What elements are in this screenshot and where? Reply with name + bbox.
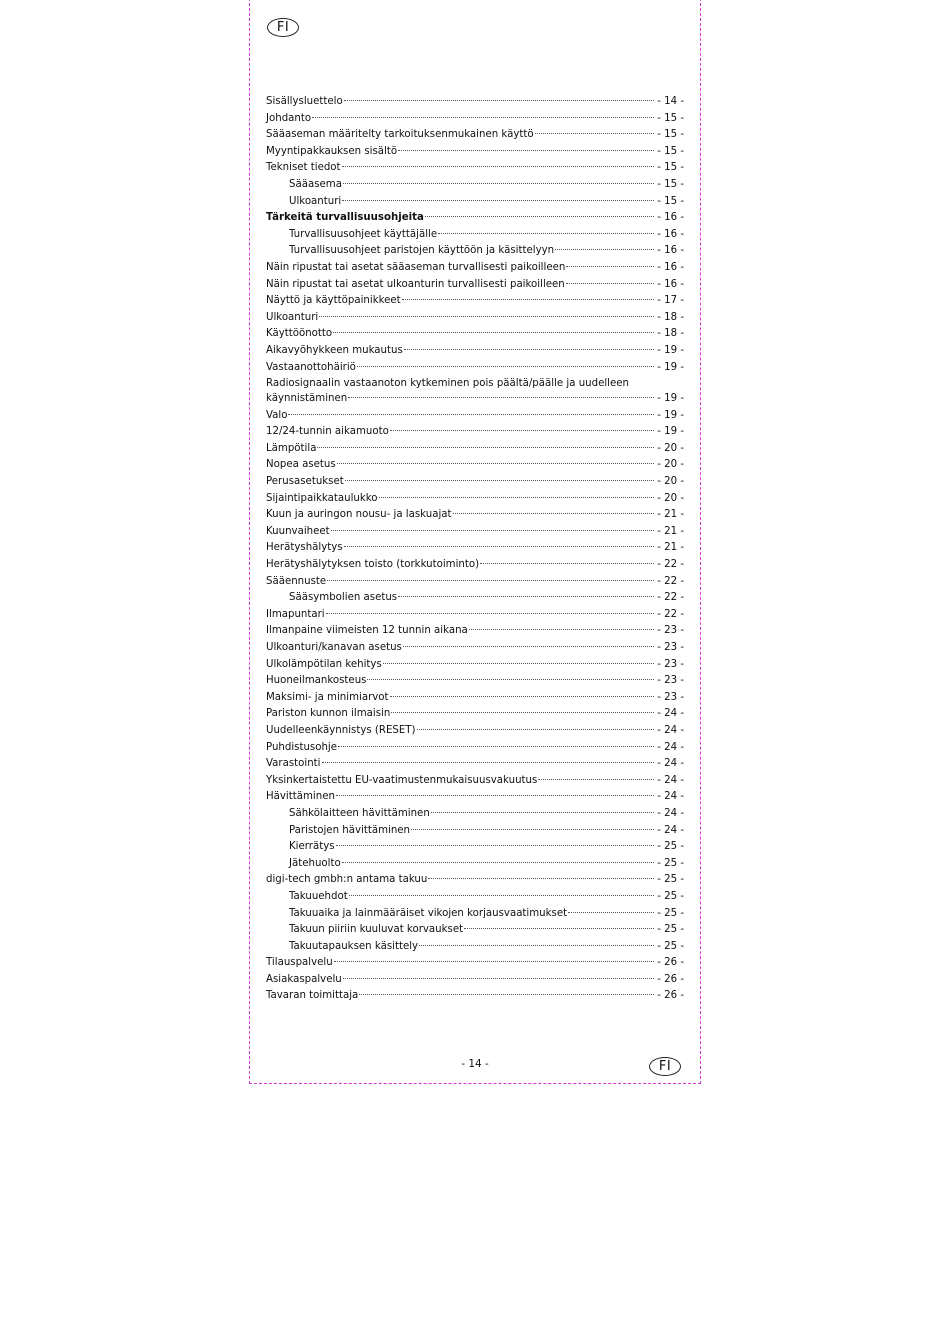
toc-entry-page: - 23 - <box>657 658 684 670</box>
toc-entry[interactable] <box>266 574 684 591</box>
language-badge-top: FI <box>267 18 299 37</box>
toc-entry[interactable] <box>266 690 684 707</box>
dot-leader <box>342 862 654 863</box>
toc-entry[interactable] <box>266 607 684 624</box>
toc-entry-title: Tekniset tiedot <box>266 162 341 174</box>
dot-leader <box>333 332 654 333</box>
toc-entry-page: - 24 - <box>657 741 684 753</box>
toc-entry[interactable] <box>266 872 684 889</box>
dot-leader <box>566 266 654 267</box>
toc-entry-title: Paristojen hävittäminen <box>289 824 411 836</box>
toc-entry-page: - 15 - <box>657 195 684 207</box>
toc-entry-page: - 22 - <box>657 575 684 587</box>
toc-entry[interactable] <box>266 922 684 939</box>
toc-entry-page: - 23 - <box>657 642 684 653</box>
toc-entry[interactable] <box>266 441 684 458</box>
dot-leader <box>288 414 654 415</box>
toc-entry[interactable] <box>266 657 684 674</box>
toc-entry-page: - 18 - <box>657 311 684 323</box>
dot-leader <box>327 580 654 581</box>
toc-entry-title: Radiosignaalin vastaanoton kytkeminen pois päältä/päälle ja uudelleen <box>266 378 629 390</box>
toc-entry[interactable] <box>266 939 684 956</box>
toc-entry-page: - 15 - <box>657 178 684 190</box>
toc-entry[interactable] <box>266 889 684 906</box>
table-of-contents <box>266 94 684 1005</box>
toc-entry-title: Ulkoanturi <box>289 195 342 207</box>
dot-leader <box>535 133 654 134</box>
dot-leader <box>419 945 654 946</box>
toc-entry-page: - 24 - <box>657 791 684 803</box>
dot-leader <box>469 629 654 630</box>
toc-entry-page: - 25 - <box>657 940 684 952</box>
toc-entry-title: Ulkoanturi/kanavan asetus <box>266 642 402 653</box>
toc-entry[interactable] <box>266 408 684 425</box>
toc-entry-title: Näin ripustat tai asetat sääaseman turvallisesti paikoilleen <box>266 261 566 273</box>
toc-entry-page: - 21 - <box>657 509 684 521</box>
toc-entry-page: - 19 - <box>657 426 684 438</box>
toc-entry-page: - 23 - <box>657 675 684 687</box>
toc-entry-page: - 20 - <box>657 442 684 454</box>
toc-entry[interactable] <box>266 524 684 541</box>
dot-leader <box>555 249 654 250</box>
toc-entry-title-continued: käynnistäminen <box>266 393 348 405</box>
toc-entry-page: - 24 - <box>657 807 684 819</box>
dot-leader <box>390 696 654 697</box>
dot-leader <box>343 978 654 979</box>
toc-entry-title: Myyntipakkauksen sisältö <box>266 145 398 157</box>
toc-entry-page: - 15 - <box>657 112 684 124</box>
toc-entry-page: - 20 - <box>657 459 684 471</box>
toc-entry-title: Ilmanpaine viimeisten 12 tunnin aikana <box>266 625 468 637</box>
toc-entry-title: Sääennuste <box>266 575 327 587</box>
toc-entry-title: Sisällysluettelo <box>266 96 343 107</box>
toc-entry[interactable] <box>266 623 684 640</box>
toc-entry-title: Asiakaspalvelu <box>266 973 342 985</box>
toc-entry-title: Varastointi <box>266 758 321 770</box>
toc-entry-page: - 20 - <box>657 492 684 504</box>
toc-entry-title: Pariston kunnon ilmaisin <box>266 708 391 720</box>
toc-entry[interactable] <box>266 210 684 227</box>
dot-leader <box>568 912 654 913</box>
dot-leader <box>438 233 654 234</box>
toc-entry-page: - 16 - <box>657 212 684 224</box>
language-badge-bottom: FI <box>649 1057 681 1076</box>
toc-entry[interactable] <box>266 507 684 524</box>
toc-entry-title: Takuuaika ja lainmääräiset vikojen korjausvaatimukset <box>289 907 568 919</box>
toc-entry-page: - 26 - <box>657 957 684 969</box>
dot-leader <box>342 200 654 201</box>
toc-entry-title: Sääaseman määritelty tarkoituksenmukainen käyttö <box>266 129 534 141</box>
toc-entry-title: Näyttö ja käyttöpainikkeet <box>266 295 401 307</box>
dot-leader <box>453 513 654 514</box>
toc-entry-title: Maksimi- ja minimiarvot <box>266 691 389 703</box>
dot-leader <box>357 366 654 367</box>
toc-entry[interactable] <box>266 194 684 211</box>
dot-leader <box>425 216 654 217</box>
toc-entry[interactable] <box>266 723 684 740</box>
toc-entry-title: Perusasetukset <box>266 476 344 488</box>
toc-entry-page: - 22 - <box>657 608 684 620</box>
dot-leader <box>431 812 654 813</box>
toc-entry[interactable] <box>266 160 684 177</box>
dot-leader <box>344 100 654 101</box>
toc-entry-page: - 24 - <box>657 708 684 720</box>
dot-leader <box>317 447 654 448</box>
toc-entry[interactable] <box>266 789 684 806</box>
toc-entry[interactable] <box>266 243 684 260</box>
toc-entry-page: - 15 - <box>657 129 684 141</box>
toc-entry[interactable] <box>266 127 684 144</box>
dot-leader <box>359 994 654 995</box>
toc-entry[interactable] <box>266 823 684 840</box>
dot-leader <box>336 845 654 846</box>
toc-entry-page: - 15 - <box>657 145 684 157</box>
toc-entry-page: - 20 - <box>657 476 684 488</box>
dot-leader <box>383 663 654 664</box>
toc-entry-page: - 19 - <box>657 393 684 405</box>
toc-entry-page: - 17 - <box>657 295 684 307</box>
dot-leader <box>334 961 654 962</box>
toc-entry-page: - 16 - <box>657 261 684 273</box>
toc-entry-title: Ulkoanturi <box>266 311 319 323</box>
toc-entry-title: Takuutapauksen käsittely <box>289 940 419 952</box>
toc-entry-title: Valo <box>266 409 288 421</box>
toc-entry-page: - 22 - <box>657 559 684 571</box>
toc-entry[interactable] <box>266 540 684 557</box>
dot-leader <box>417 729 654 730</box>
dot-leader <box>319 316 654 317</box>
toc-entry-title: Kierrätys <box>289 841 335 853</box>
dot-leader <box>390 430 654 431</box>
toc-entry-page: - 25 - <box>657 924 684 936</box>
dot-leader <box>338 746 654 747</box>
toc-entry[interactable] <box>266 491 684 508</box>
dot-leader <box>337 463 654 464</box>
toc-entry-page: - 22 - <box>657 592 684 604</box>
toc-entry-title: Sääsymbolien asetus <box>289 592 398 604</box>
dot-leader <box>403 646 654 647</box>
toc-entry-title: Vastaanottohäiriö <box>266 361 356 373</box>
dot-leader <box>312 117 654 118</box>
toc-entry-page: - 21 - <box>657 542 684 554</box>
dot-leader <box>538 779 654 780</box>
toc-entry-title: Kuunvaiheet <box>266 525 330 537</box>
toc-entry[interactable] <box>266 806 684 823</box>
toc-entry-page: - 24 - <box>657 774 684 786</box>
toc-entry[interactable] <box>266 590 684 607</box>
toc-entry-title: Tavaran toimittaja <box>266 990 359 1002</box>
toc-entry-title: Sääasema <box>289 178 342 190</box>
toc-entry-title: Tärkeitä turvallisuusohjeita <box>266 212 424 224</box>
toc-entry-page: - 24 - <box>657 758 684 770</box>
dot-leader <box>342 166 654 167</box>
toc-entry[interactable] <box>266 839 684 856</box>
dot-leader <box>398 596 654 597</box>
toc-entry-page: - 19 - <box>657 361 684 373</box>
toc-entry-title: Yksinkertaistettu EU-vaatimustenmukaisuusvakuutus <box>266 774 538 786</box>
toc-entry-title: Hävittäminen <box>266 791 335 803</box>
toc-entry-page: - 19 - <box>657 409 684 421</box>
toc-entry-title: Kuun ja auringon nousu- ja laskuajat <box>266 509 452 521</box>
toc-entry-title: Ilmapuntari <box>266 608 325 620</box>
toc-entry-page: - 25 - <box>657 874 684 886</box>
toc-entry-title: Huoneilmankosteus <box>266 675 367 687</box>
dot-leader <box>343 183 654 184</box>
page-number: - 14 - <box>461 1058 489 1070</box>
toc-entry-title: Turvallisuusohjeet käyttäjälle <box>289 228 438 240</box>
toc-entry-title: Puhdistusohje <box>266 741 338 753</box>
toc-entry-page: - 18 - <box>657 328 684 340</box>
toc-entry[interactable] <box>266 640 684 657</box>
toc-entry[interactable] <box>266 227 684 244</box>
dot-leader <box>322 762 655 763</box>
toc-entry-page: - 19 - <box>657 344 684 356</box>
toc-entry-title: Näin ripustat tai asetat ulkoanturin turvallisesti paikoilleen <box>266 278 565 290</box>
toc-entry[interactable] <box>266 260 684 277</box>
toc-entry[interactable] <box>266 988 684 1005</box>
dot-leader <box>480 563 654 564</box>
toc-entry-title: Takuuehdot <box>289 890 348 902</box>
toc-entry-title: 12/24-tunnin aikamuoto <box>266 426 389 438</box>
toc-entry[interactable] <box>266 343 684 360</box>
toc-entry[interactable] <box>266 756 684 773</box>
toc-entry-title: Takuun piiriin kuuluvat korvaukset <box>289 924 464 936</box>
toc-entry-page: - 26 - <box>657 990 684 1002</box>
toc-entry-page: - 25 - <box>657 841 684 853</box>
dot-leader <box>336 795 654 796</box>
dot-leader <box>402 299 654 300</box>
toc-entry-title: Uudelleenkäynnistys (RESET) <box>266 724 416 736</box>
toc-entry-page: - 25 - <box>657 857 684 869</box>
toc-entry[interactable] <box>266 557 684 574</box>
toc-entry[interactable] <box>266 706 684 723</box>
dot-leader <box>379 497 654 498</box>
toc-entry[interactable] <box>266 972 684 989</box>
toc-entry-page: - 24 - <box>657 724 684 736</box>
toc-entry[interactable] <box>266 424 684 441</box>
toc-entry-page: - 16 - <box>657 228 684 240</box>
dot-leader <box>398 150 654 151</box>
toc-entry-title: Tilauspalvelu <box>266 957 333 969</box>
toc-entry-title: Lämpötila <box>266 442 317 454</box>
toc-entry-page: - 26 - <box>657 973 684 985</box>
dot-leader <box>345 480 654 481</box>
toc-entry-page: - 14 - <box>657 96 684 107</box>
toc-entry-page: - 23 - <box>657 691 684 703</box>
toc-entry-title: Käyttöönotto <box>266 328 333 340</box>
dot-leader <box>349 895 654 896</box>
dot-leader <box>404 349 654 350</box>
toc-entry[interactable] <box>266 740 684 757</box>
toc-entry[interactable] <box>266 673 684 690</box>
toc-entry-page: - 15 - <box>657 162 684 174</box>
dot-leader <box>391 712 654 713</box>
toc-entry[interactable] <box>266 376 684 408</box>
toc-entry-page: - 21 - <box>657 525 684 537</box>
toc-entry[interactable] <box>266 293 684 310</box>
toc-entry[interactable] <box>266 856 684 873</box>
toc-entry-title: Nopea asetus <box>266 459 336 471</box>
toc-entry-title: Sijaintipaikkataulukko <box>266 492 378 504</box>
dot-leader <box>566 283 654 284</box>
toc-entry[interactable] <box>266 277 684 294</box>
toc-entry[interactable] <box>266 906 684 923</box>
toc-entry[interactable] <box>266 360 684 377</box>
toc-entry[interactable] <box>266 111 684 128</box>
dot-leader <box>331 530 654 531</box>
dot-leader <box>326 613 654 614</box>
toc-entry[interactable] <box>266 326 684 343</box>
toc-entry-page: - 23 - <box>657 625 684 637</box>
toc-entry[interactable] <box>266 474 684 491</box>
dot-leader <box>411 829 654 830</box>
toc-entry[interactable] <box>266 177 684 194</box>
toc-entry[interactable] <box>266 955 684 972</box>
toc-entry-title: Sähkölaitteen hävittäminen <box>289 807 430 819</box>
toc-entry[interactable] <box>266 94 684 111</box>
toc-entry-title: Aikavyöhykkeen mukautus <box>266 344 403 356</box>
dot-leader <box>348 397 654 398</box>
toc-entry-title: Herätyshälytyksen toisto (torkkutoiminto) <box>266 559 480 571</box>
toc-entry[interactable] <box>266 144 684 161</box>
toc-entry[interactable] <box>266 310 684 327</box>
toc-entry-title: Herätyshälytys <box>266 542 343 554</box>
toc-entry-title: digi-tech gmbh:n antama takuu <box>266 874 428 886</box>
dot-leader <box>344 546 654 547</box>
toc-entry-page: - 25 - <box>657 890 684 902</box>
toc-entry-title: Turvallisuusohjeet paristojen käyttöön ja käsittelyyn <box>289 245 555 257</box>
dot-leader <box>367 679 654 680</box>
dot-leader <box>428 878 654 879</box>
toc-entry-title: Ulkolämpötilan kehitys <box>266 658 382 670</box>
toc-entry-title: Johdanto <box>266 112 312 124</box>
toc-entry-page: - 16 - <box>657 245 684 257</box>
toc-entry-title: Jätehuolto <box>289 857 341 869</box>
toc-entry[interactable] <box>266 773 684 790</box>
toc-entry-page: - 24 - <box>657 824 684 836</box>
toc-entry-page: - 25 - <box>657 907 684 919</box>
dot-leader <box>464 928 654 929</box>
toc-entry[interactable] <box>266 457 684 474</box>
toc-entry-page: - 16 - <box>657 278 684 290</box>
